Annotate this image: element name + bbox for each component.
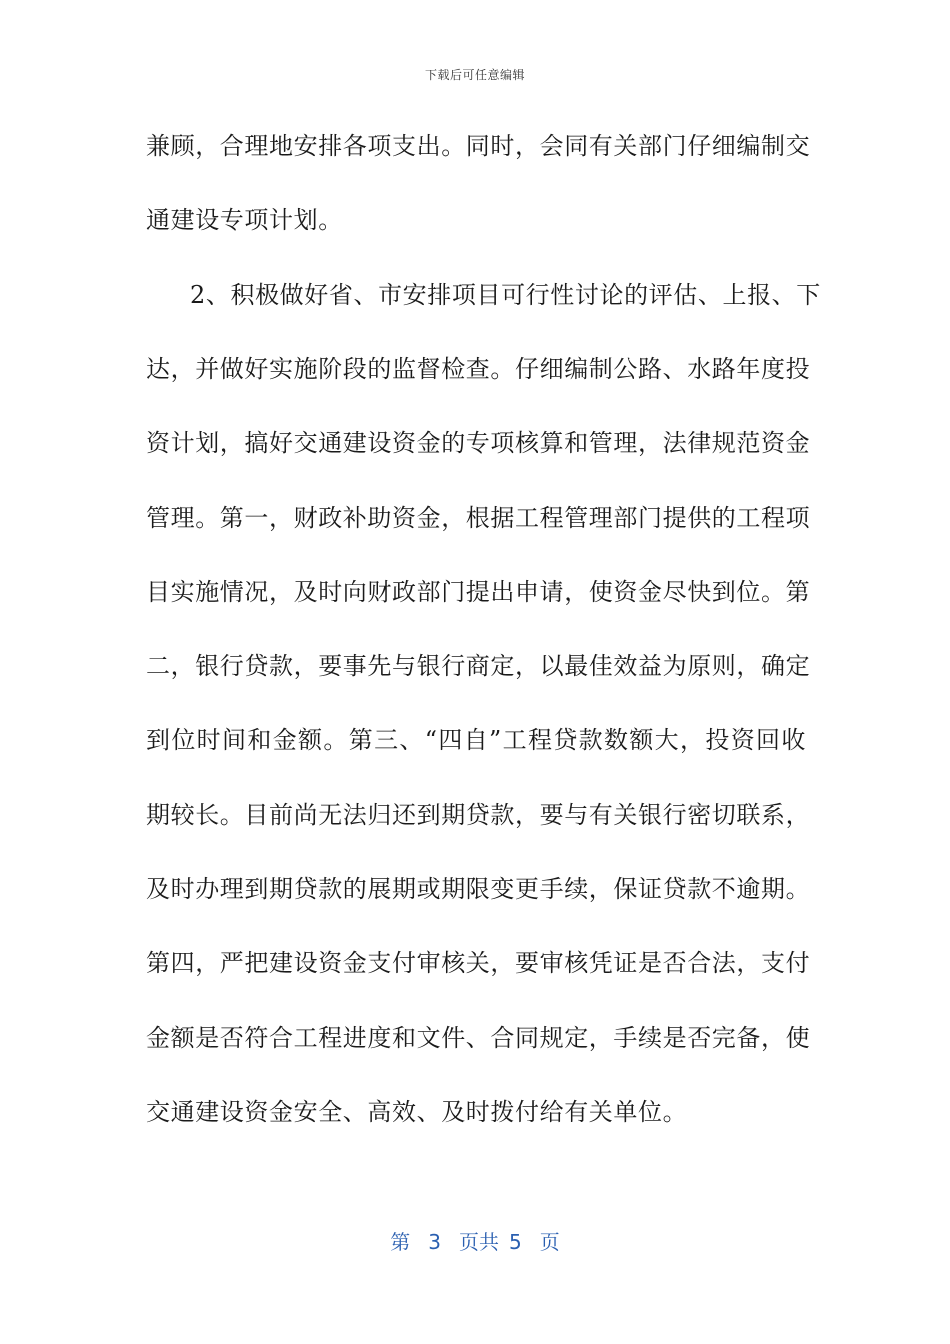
text-line: 兼顾，合理地安排各项支出。同时，会同有关部门仔细编制交	[146, 132, 811, 160]
text-line: 及时办理到期贷款的展期或期限变更手续，保证贷款不逾期。	[146, 875, 811, 903]
text-line: 目实施情况，及时向财政部门提出申请，使资金尽快到位。第	[146, 578, 811, 606]
page-footer	[0, 1226, 950, 1255]
current-page-number: 3	[428, 1230, 441, 1254]
text-line: 二，银行贷款，要事先与银行商定，以最佳效益为原则，确定	[146, 652, 811, 680]
text-line: 交通建设资金安全、高效、及时拨付给有关单位。	[146, 1098, 688, 1126]
total-pages-number: 5	[509, 1230, 522, 1254]
text-line: 资计划，搞好交通建设资金的专项核算和管理，法律规范资金	[146, 429, 811, 457]
text-line: 管理。第一，财政补助资金，根据工程管理部门提供的工程项	[146, 504, 811, 532]
footer-suffix: 页	[539, 1230, 560, 1254]
text-line: 2、积极做好省、市安排项目可行性讨论的评估、上报、下	[190, 281, 821, 309]
text-line: 到位时间和金额。第三、“四自”工程贷款数额大，投资回收	[146, 726, 806, 754]
text-line: 金额是否符合工程进度和文件、合同规定，手续是否完备，使	[146, 1024, 811, 1052]
text-line: 期较长。目前尚无法归还到期贷款，要与有关银行密切联系，	[146, 801, 811, 829]
footer-prefix: 第	[390, 1230, 411, 1254]
text-line: 通建设专项计划。	[146, 206, 343, 234]
page-header: 下载后可任意编辑	[424, 68, 525, 82]
footer-middle: 页共	[459, 1230, 499, 1254]
text-line: 第四，严把建设资金支付审核关，要审核凭证是否合法，支付	[146, 949, 811, 977]
text-line: 达，并做好实施阶段的监督检查。仔细编制公路、水路年度投	[146, 355, 811, 383]
